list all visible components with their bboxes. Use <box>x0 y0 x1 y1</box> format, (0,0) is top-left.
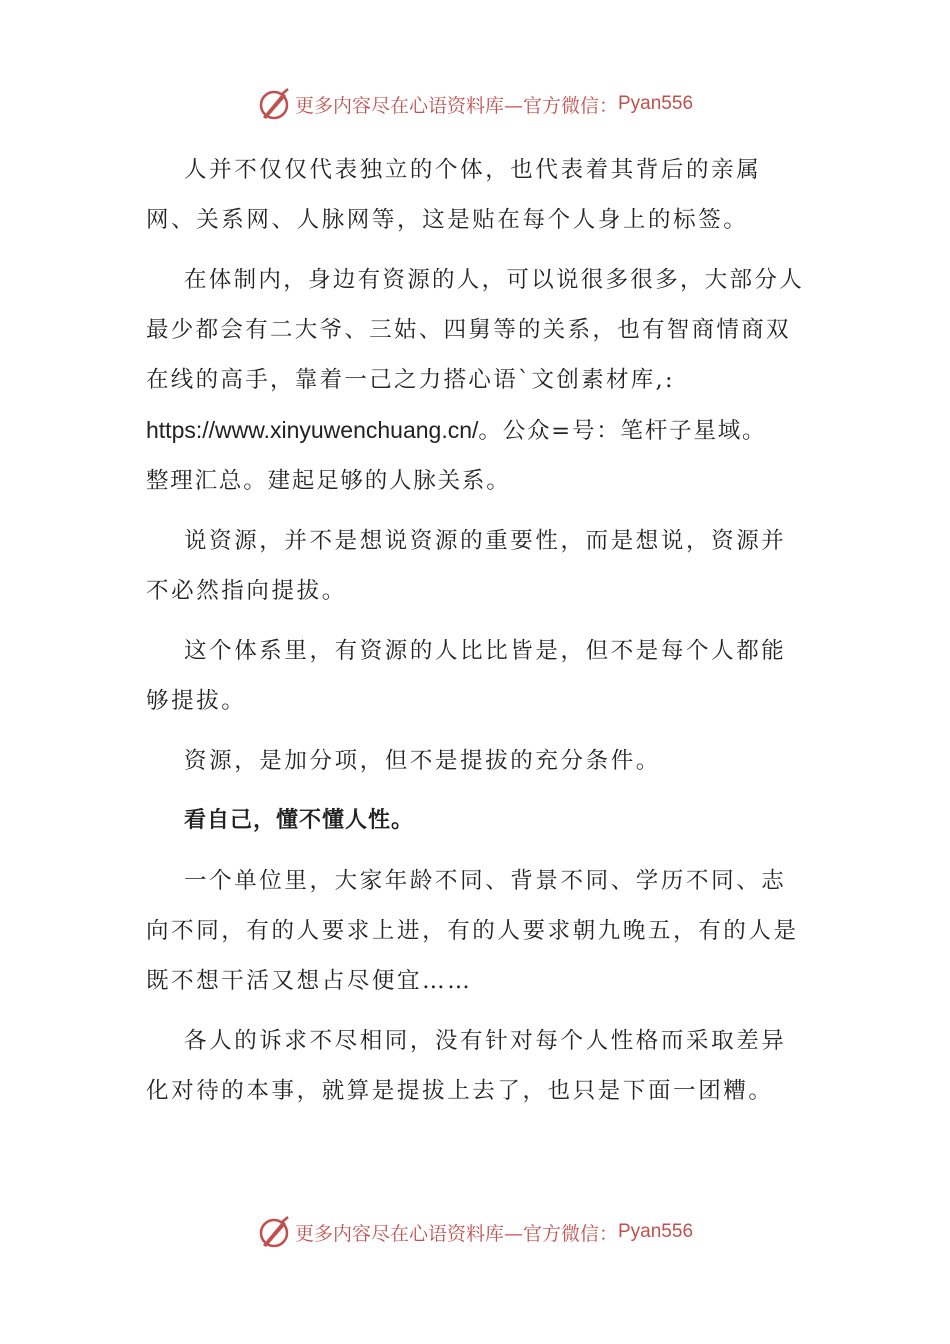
paragraph-2-text-c: 整理汇总。建起足够的人脉关系。 <box>146 468 511 494</box>
paragraph-6: 一个单位里，大家年龄不同、背景不同、学历不同、志向不同，有的人要求上进，有的人要求朝九晚五，有的人是既不想干活又想占尽便宜…… <box>146 868 799 994</box>
document-body <box>146 145 806 1126</box>
website-link[interactable]: https://www.xinyuwenchuang.cn/ <box>146 417 479 443</box>
footer-watermark-banner <box>0 1212 950 1252</box>
paragraph-4: 这个体系里，有资源的人比比皆是，但不是每个人都能够提拔。 <box>146 638 787 714</box>
paragraph-2-text-b: 。公众=号：笔杆子星域。 <box>478 418 767 444</box>
header-watermark-banner <box>0 84 950 124</box>
paragraph-2-text-a: 在体制内，身边有资源的人，可以说很多很多，大部分人最少都会有二大爷、三姑、四舅等的关系，也有智商情商双在线的高手，靠着一己之力搭心语`文创素材库,: <box>146 267 805 393</box>
paragraph-1: 人并不仅仅代表独立的个体，也代表着其背后的亲属网、关系网、人脉网等，这是贴在每个人身上的标签。 <box>146 157 762 233</box>
banner-contact: Pyan556 <box>618 93 694 114</box>
section-heading: 看自己，懂不懂人性。 <box>184 808 415 833</box>
banner-text: 更多内容尽在心语资料库—官方微信： <box>294 94 618 117</box>
pen-nib-circle-icon <box>257 87 291 121</box>
paragraph-2 <box>146 255 806 506</box>
paragraph-2-url-line <box>146 405 806 456</box>
paragraph-5: 资源，是加分项，但不是提拔的充分条件。 <box>184 748 661 774</box>
pen-nib-circle-icon <box>257 1215 291 1249</box>
paragraph-7: 各人的诉求不尽相同，没有针对每个人性格而采取差异化对待的本事，就算是提拔上去了，也只是下面一团糟。 <box>146 1028 787 1104</box>
banner-contact: Pyan556 <box>618 1221 694 1242</box>
paragraph-3: 说资源，并不是想说资源的重要性，而是想说，资源并不必然指向提拔。 <box>146 528 787 604</box>
banner-text: 更多内容尽在心语资料库—官方微信： <box>294 1222 618 1245</box>
